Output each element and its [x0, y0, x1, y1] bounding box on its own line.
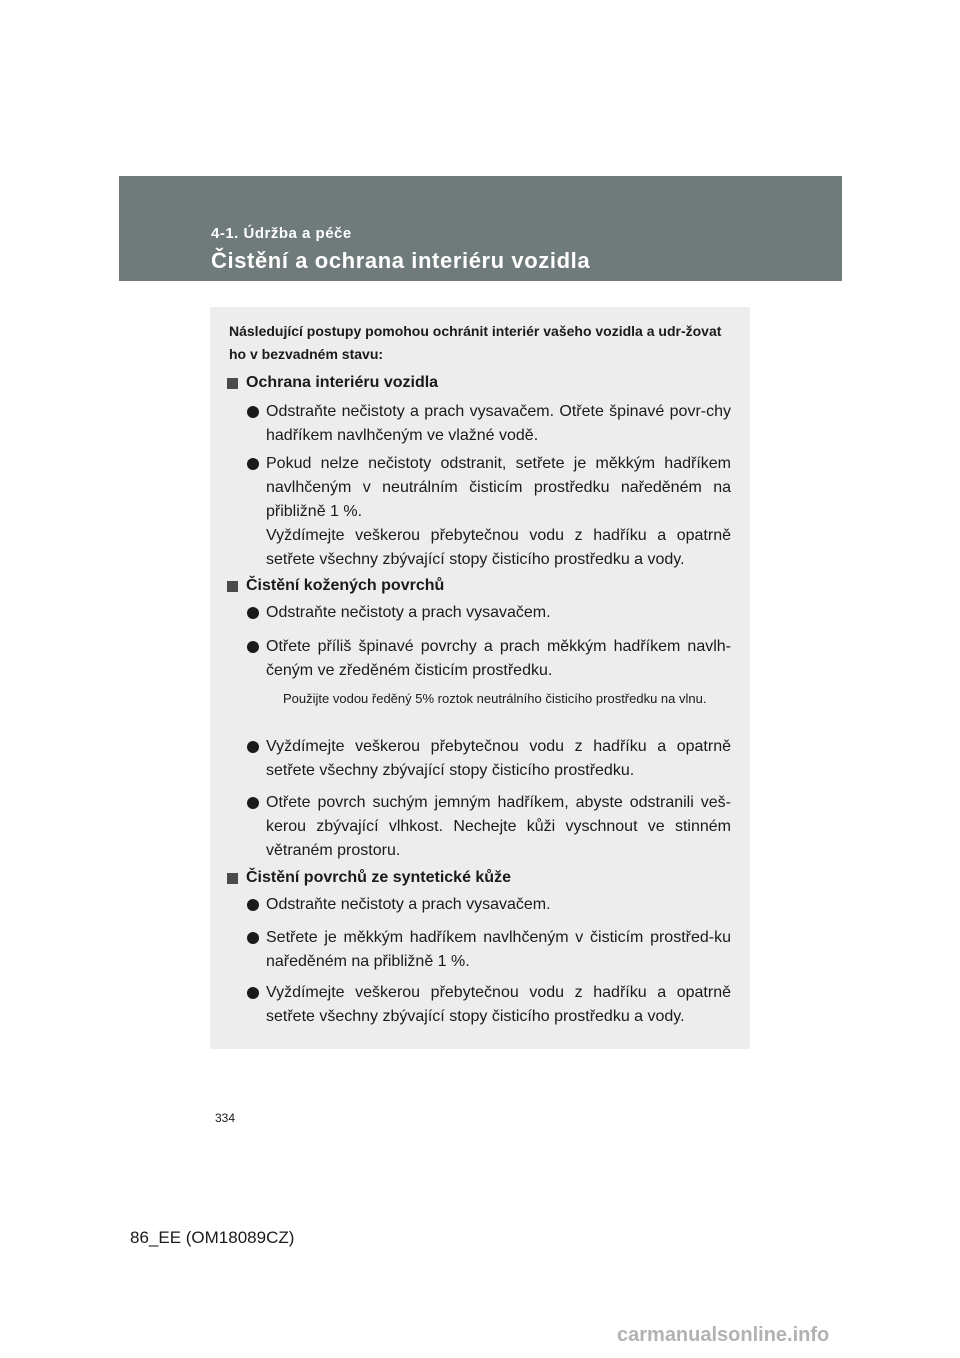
list-item-text [266, 452, 731, 572]
list-item-text: Odstraňte nečistoty a prach vysavačem. [266, 604, 551, 621]
square-bullet-icon [227, 873, 238, 884]
list-item [247, 926, 731, 974]
list-item [247, 981, 731, 1029]
list-item [247, 635, 731, 683]
list-item-paragraph: Vyždímejte veškerou přebytečnou vodu z hadříku a opatrně setřete všechny zbývající stopy čisticího prostředku a vody. [266, 527, 731, 568]
list-item [247, 893, 731, 917]
list-item [247, 601, 731, 625]
round-bullet-icon [247, 406, 259, 418]
chapter-header [119, 176, 842, 281]
section-heading-text: Ochrana interiéru vozidla [246, 374, 439, 391]
page-number: 334 [215, 1111, 236, 1125]
section-heading-text: Čistění kožených povrchů [246, 577, 445, 594]
page-title: Čistění a ochrana interiéru vozidla [211, 248, 591, 273]
list-item [247, 452, 731, 572]
round-bullet-icon [247, 641, 259, 653]
round-bullet-icon [247, 797, 259, 809]
list-item-paragraph: Pokud nelze nečistoty odstranit, setřete je měkkým hadříkem navlhčeným v neutrálním čisticím prostředku naředěném na přibližně 1 %. [266, 455, 731, 520]
list-item-text: Setřete je měkkým hadříkem navlhčeným v čisticím prostřed-ku naředěném na přibližně 1 %. [266, 929, 731, 970]
list-item [247, 791, 731, 863]
section-heading-text: Čistění povrchů ze syntetické kůže [246, 869, 511, 886]
list-item-text: Vyždímejte veškerou přebytečnou vodu z hadříku a opatrně setřete všechny zbývající stopy čisticího prostředku a vody. [266, 984, 731, 1025]
note-text: Použijte vodou ředěný 5% roztok neutrálního čisticího prostředku na vlnu. [283, 691, 707, 706]
square-bullet-icon [227, 581, 238, 592]
content-box [210, 307, 750, 1049]
round-bullet-icon [247, 987, 259, 999]
round-bullet-icon [247, 458, 259, 470]
intro-text: Následující postupy pomohou ochránit interiér vašeho vozidla a udr-žovat ho v bezvadném stavu: [229, 323, 722, 362]
watermark: carmanualsonline.info [617, 1324, 830, 1346]
list-item-text: Otřete povrch suchým jemným hadříkem, abyste odstranili veš-kerou zbývající vlhkost. Nechejte kůži vyschnout ve stinném větraném prostoru. [266, 794, 731, 859]
list-item [247, 400, 731, 448]
list-item [247, 735, 731, 783]
list-item-text: Odstraňte nečistoty a prach vysavačem. [266, 896, 551, 913]
section-heading-synthetic-leather [227, 868, 511, 888]
document-code: 86_EE (OM18089CZ) [130, 1228, 295, 1247]
round-bullet-icon [247, 607, 259, 619]
round-bullet-icon [247, 899, 259, 911]
round-bullet-icon [247, 741, 259, 753]
section-label: 4-1. Údržba a péče [211, 225, 352, 242]
square-bullet-icon [227, 378, 238, 389]
list-item-text: Odstraňte nečistoty a prach vysavačem. Otřete špinavé povr-chy hadříkem navlhčeným ve vlažné vodě. [266, 403, 731, 444]
round-bullet-icon [247, 932, 259, 944]
section-heading-protection [227, 373, 438, 393]
section-heading-leather [227, 576, 444, 596]
list-item-text: Otřete příliš špinavé povrchy a prach měkkým hadříkem navlh-čeným ve zředěném čisticím prostředku. [266, 638, 731, 679]
list-item-text: Vyždímejte veškerou přebytečnou vodu z hadříku a opatrně setřete všechny zbývající stopy čisticího prostředku. [266, 738, 731, 779]
